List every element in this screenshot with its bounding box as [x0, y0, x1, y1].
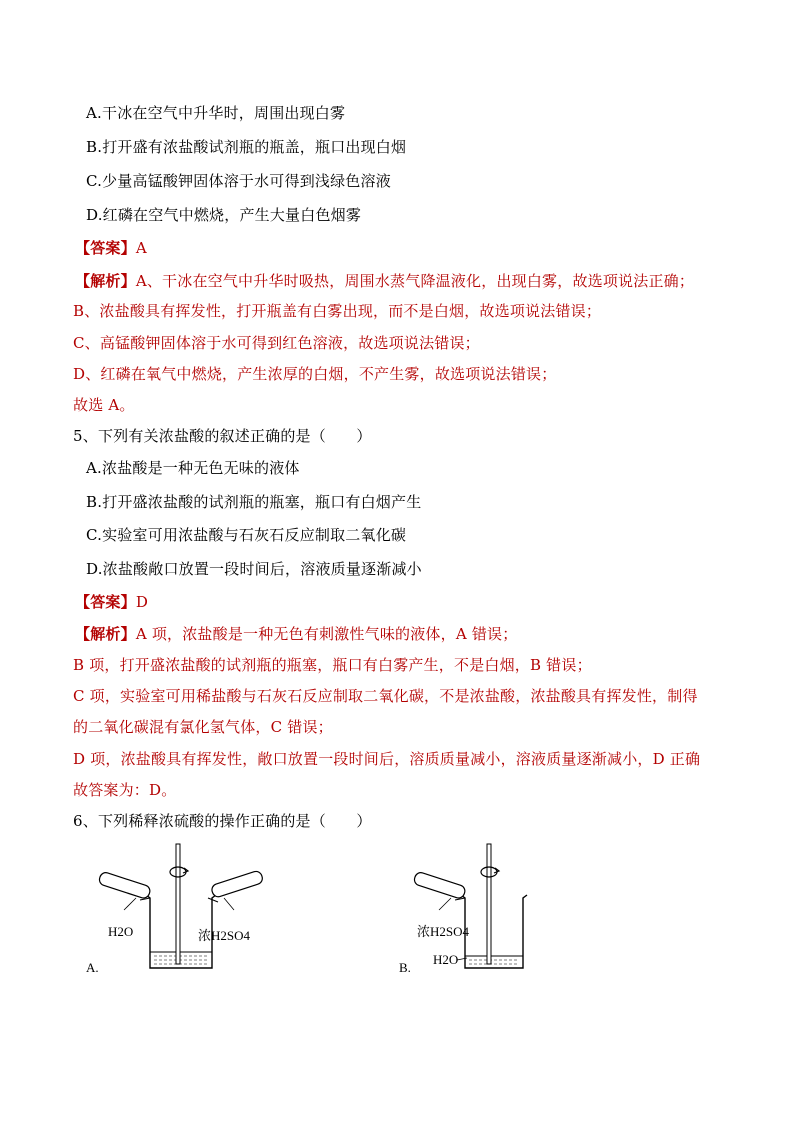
figure-a-right-label: 浓H2SO4	[198, 928, 251, 943]
q4-analysis-line-4: D、红磷在氧气中燃烧，产生浓厚的白烟，不产生雾，故选项说法错误；	[73, 365, 557, 383]
q4-analysis-text-1: A、干冰在空气中升华时吸热，周围水蒸气降温液化，出现白雾，故选项说法正确；	[135, 272, 695, 290]
q4-answer	[75, 238, 147, 258]
q5-option-b: B.打开盛浓盐酸的试剂瓶的瓶塞，瓶口有白烟产生	[86, 493, 422, 511]
q4-analysis-tag: 【解析】	[75, 272, 136, 290]
q5-analysis-line-5: D 项，浓盐酸具有挥发性，敞口放置一段时间后，溶质质量减小，溶液质量逐渐减小，D 正确	[73, 750, 701, 768]
q4-conclusion: 故选 A。	[73, 396, 135, 414]
q6-figure-a	[80, 840, 280, 980]
q5-analysis-line-4: 的二氧化碳混有氯化氢气体，C 错误；	[73, 718, 333, 736]
q6-stem: 6、下列稀释浓硫酸的操作正确的是（ ）	[73, 812, 372, 830]
q4-option-a: A.干冰在空气中升华时，周围出现白雾	[86, 104, 346, 122]
q4-answer-value: A	[135, 239, 147, 257]
q5-stem: 5、下列有关浓盐酸的叙述正确的是（ ）	[73, 427, 372, 445]
q4-option-c: C.少量高锰酸钾固体溶于水可得到浅绿色溶液	[86, 172, 391, 190]
q4-analysis-line-2: B、浓盐酸具有挥发性，打开瓶盖有白雾出现，而不是白烟，故选项说法错误；	[73, 302, 602, 320]
figure-a-left-label: H2O	[108, 924, 134, 939]
q6-figure-b	[395, 840, 565, 980]
figure-b-left-label: 浓H2SO4	[417, 924, 470, 939]
q4-option-b: B.打开盛有浓盐酸试剂瓶的瓶盖，瓶口出现白烟	[86, 138, 407, 156]
q5-option-a: A.浓盐酸是一种无色无味的液体	[86, 459, 300, 477]
q5-option-d: D.浓盐酸敞口放置一段时间后，溶液质量逐渐减小	[86, 560, 422, 578]
q5-analysis-line-2: B 项，打开盛浓盐酸的试剂瓶的瓶塞，瓶口有白雾产生，不是白烟，B 错误；	[73, 656, 592, 674]
q5-analysis-line-3: C 项，实验室可用稀盐酸与石灰石反应制取二氧化碳，不是浓盐酸，浓盐酸具有挥发性，制得	[73, 687, 698, 705]
q5-answer-tag: 【答案】	[75, 593, 136, 611]
q4-analysis-line-1	[75, 271, 694, 291]
figure-b-apparatus	[395, 840, 565, 980]
q5-analysis-text-1: A 项，浓盐酸是一种无色有刺激性气味的液体，A 错误；	[135, 625, 518, 643]
q4-answer-tag: 【答案】	[75, 239, 136, 257]
figure-a-apparatus	[80, 840, 280, 980]
q5-analysis-tag: 【解析】	[75, 625, 136, 643]
q4-option-d: D.红磷在空气中燃烧，产生大量白色烟雾	[86, 206, 362, 224]
q5-analysis-line-1	[75, 624, 517, 644]
q5-conclusion: 故答案为：D。	[73, 781, 177, 799]
q5-option-c: C.实验室可用浓盐酸与石灰石反应制取二氧化碳	[86, 526, 407, 544]
figure-a-option-label: A.	[86, 960, 99, 975]
q5-answer	[75, 592, 148, 612]
q4-analysis-line-3: C、高锰酸钾固体溶于水可得到红色溶液，故选项说法错误；	[73, 334, 480, 352]
figure-b-option-label: B.	[399, 960, 411, 975]
q5-answer-value: D	[135, 593, 149, 611]
figure-b-bottom-label: H2O	[433, 952, 459, 967]
